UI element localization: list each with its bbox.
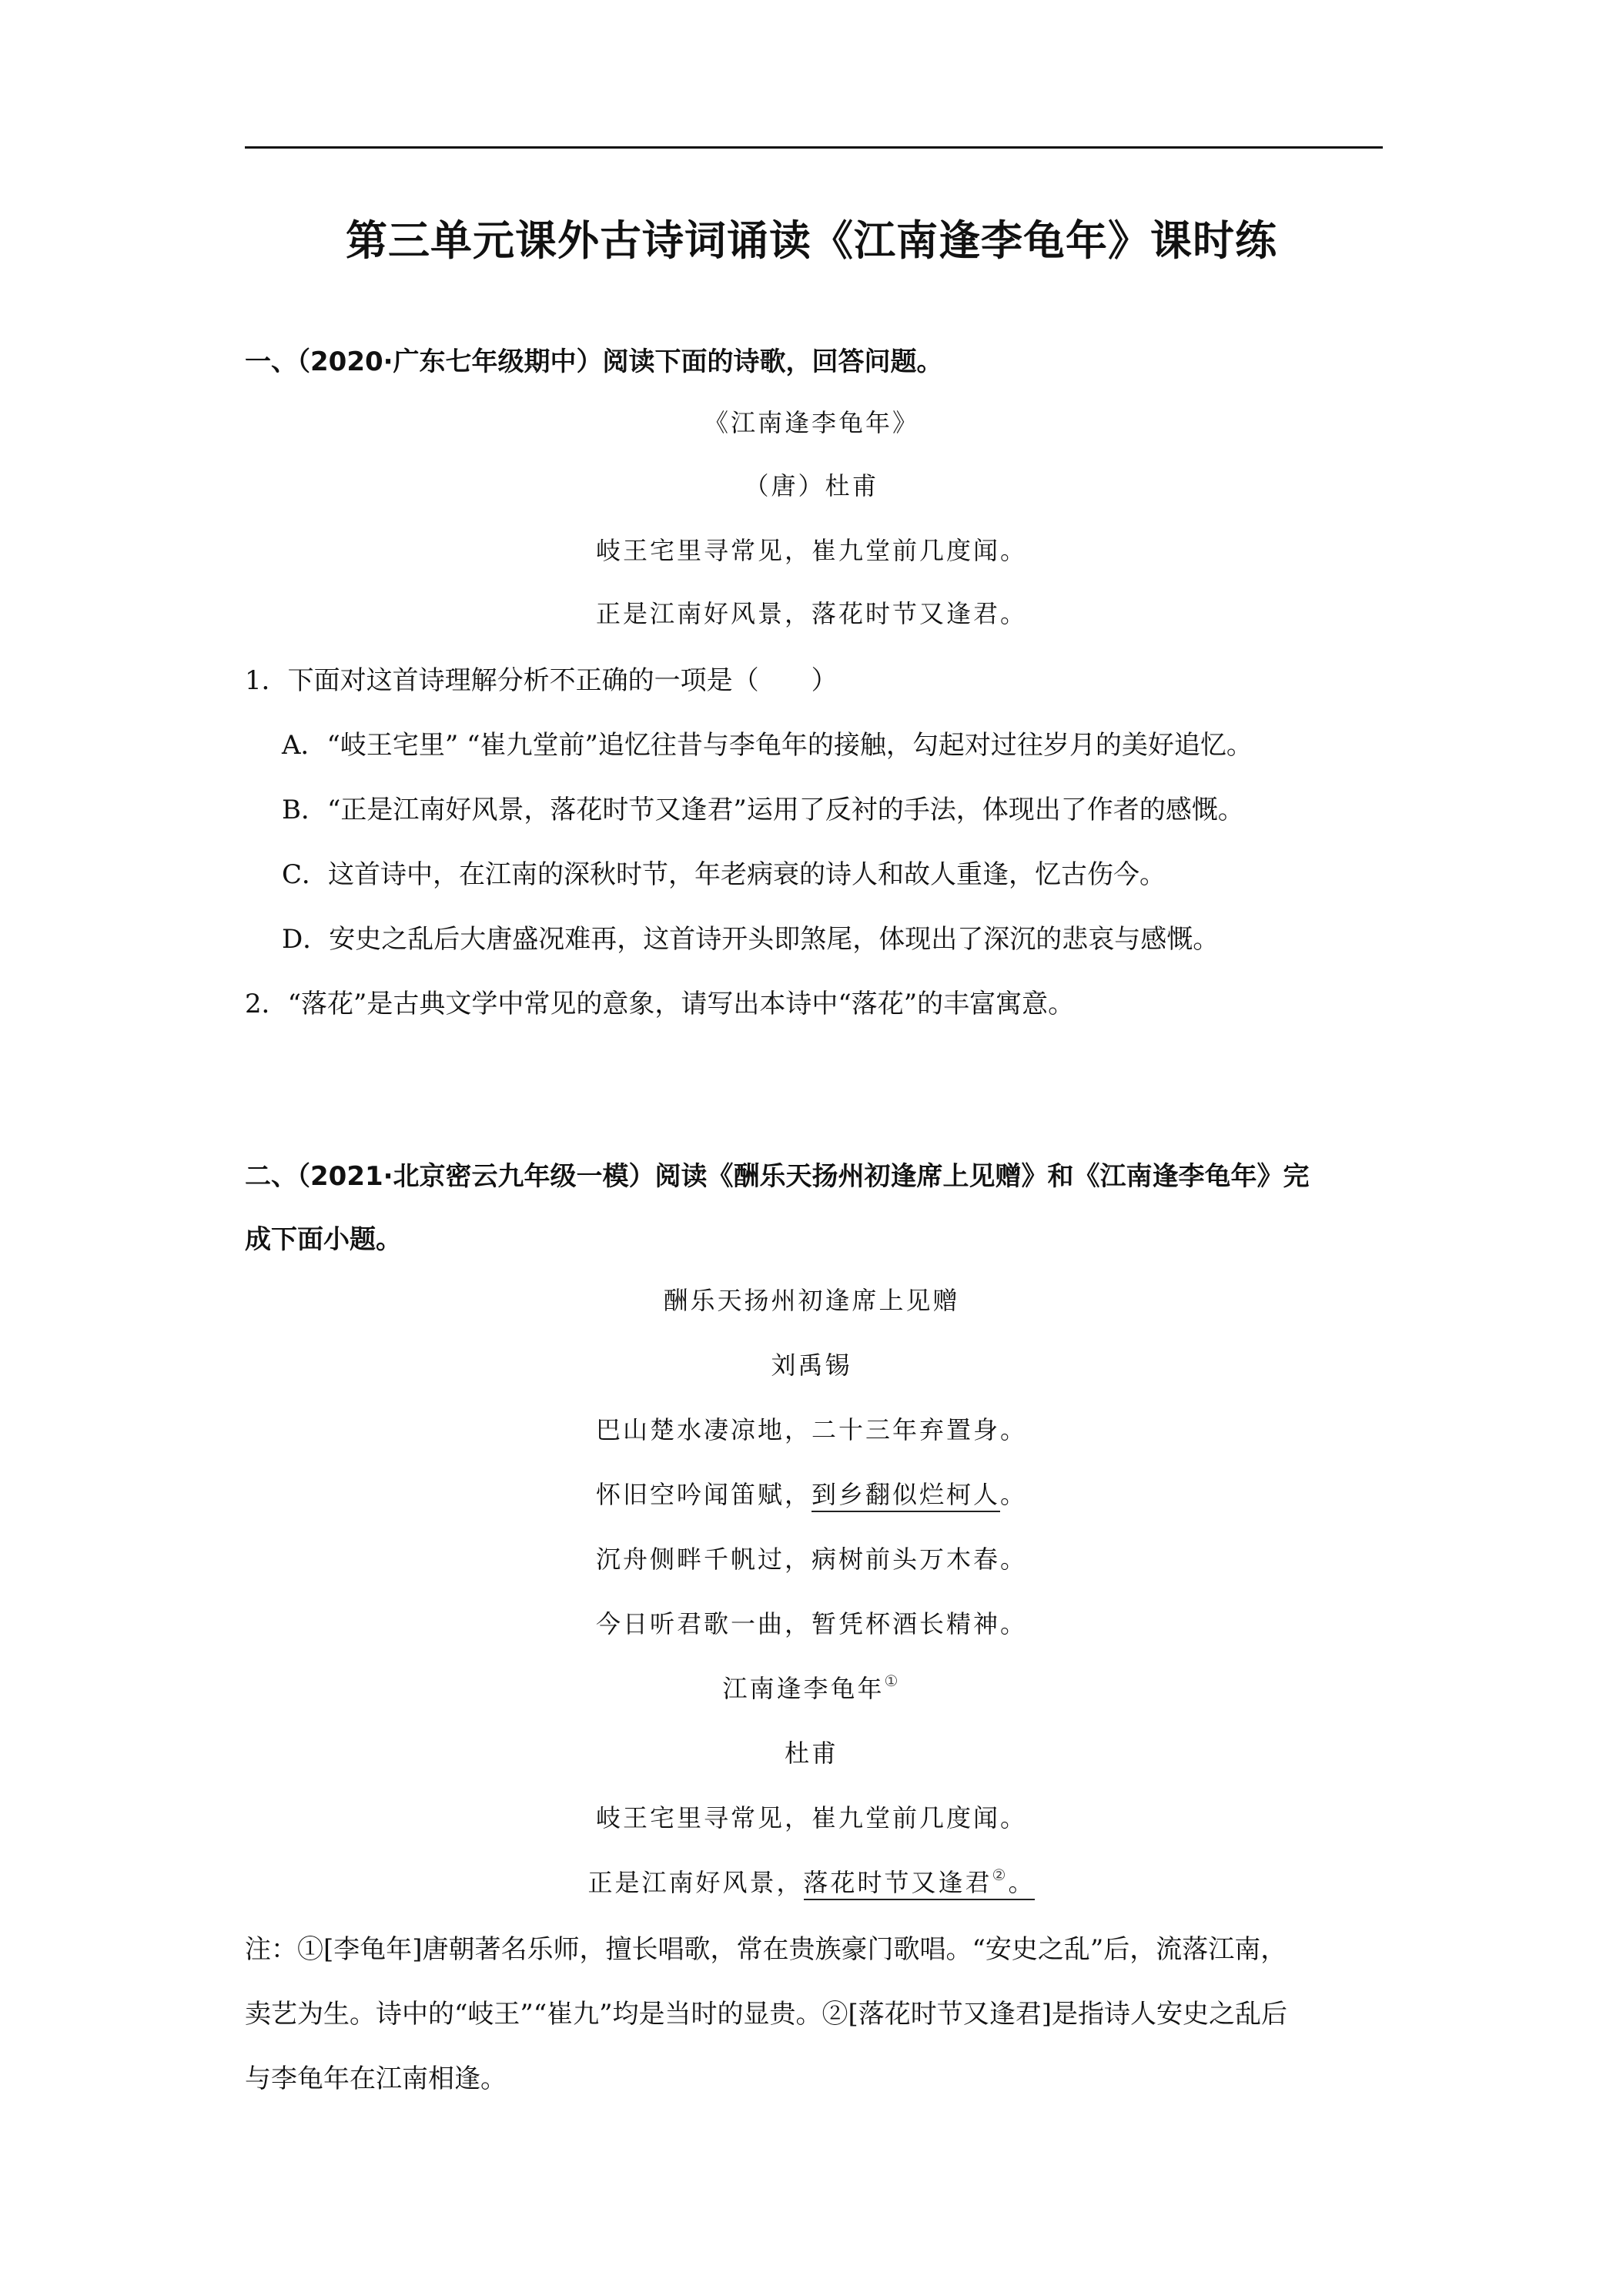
section1-heading: 一、（2020·广东七年级期中）阅读下面的诗歌，回答问题。 (245, 346, 943, 377)
section1-poem-line: 正是江南好风景，落花时节又逢君。 (595, 599, 1027, 628)
footnote-line: 与李龟年在江南相逢。 (245, 2063, 507, 2094)
header-rule (245, 146, 1383, 149)
section1-poem-author: （唐）杜甫 (744, 471, 879, 500)
question-1-option-a: A．“岐王宅里” “崔九堂前”追忆往昔与李龟年的接触，勾起对过往岁月的美好追忆。 (282, 730, 1253, 761)
question-1-option-d: D．安史之乱后大唐盛况难再，这首诗开头即煞尾，体现出了深沉的悲哀与感慨。 (282, 924, 1220, 955)
poem2-line-underlined: 正是江南好风景，落花时节又逢君②。 (0, 1863, 1623, 1899)
section2-heading-line2: 成下面小题。 (245, 1224, 402, 1255)
poem2-title: 江南逢李龟年① (722, 1672, 901, 1703)
question-1-option-b: B．“正是江南好风景，落花时节又逢君”运用了反衬的手法，体现出了作者的感慨。 (282, 795, 1244, 825)
footnote-line: 卖艺为生。诗中的“岐王”“崔九”均是当时的显贵。②[落花时节又逢君]是指诗人安史之乱后 (245, 1999, 1288, 2030)
underlined-phrase: 落花时节又逢君②。 (804, 1868, 1036, 1900)
question-1-option-c: C．这首诗中，在江南的深秋时节，年老病衰的诗人和故人重逢，忆古伤今。 (282, 859, 1166, 890)
footnote-marker: ② (992, 1866, 1009, 1884)
section1-poem-title: 《江南逢李龟年》 (703, 408, 919, 437)
question-1-stem: 1．下面对这首诗理解分析不正确的一项是（ ） (245, 665, 838, 696)
poem1-line: 沉舟侧畔千帆过，病树前头万木春。 (595, 1545, 1027, 1574)
section2-heading-line1: 二、（2021·北京密云九年级一模）阅读《酬乐天扬州初逢席上见赠》和《江南逢李龟年》完 (245, 1161, 1310, 1192)
poem1-line: 巴山楚水凄凉地，二十三年弃置身。 (595, 1415, 1027, 1444)
underlined-phrase: 到乡翻似烂柯人 (812, 1480, 1000, 1512)
poem1-line-underlined: 怀旧空吟闻笛赋，到乡翻似烂柯人。 (0, 1475, 1623, 1511)
poem1-author: 刘禹锡 (771, 1350, 852, 1380)
footnote-line: 注：①[李龟年]唐朝著名乐师，擅长唱歌，常在贵族豪门歌唱。“安史之乱”后，流落江南， (245, 1934, 1287, 1965)
poem1-title: 酬乐天扬州初逢席上见赠 (663, 1286, 960, 1315)
question-2-stem: 2．“落花”是古典文学中常见的意象，请写出本诗中“落花”的丰富寓意。 (245, 989, 1075, 1019)
poem2-author: 杜甫 (784, 1739, 838, 1768)
poem2-line: 岐王宅里寻常见，崔九堂前几度闻。 (595, 1803, 1027, 1832)
footnote-marker: ① (884, 1672, 901, 1690)
poem1-line: 今日听君歌一曲，暂凭杯酒长精神。 (595, 1609, 1027, 1638)
page-title: 第三单元课外古诗词诵读《江南逢李龟年》课时练 (346, 216, 1277, 265)
section1-poem-line: 岐王宅里寻常见，崔九堂前几度闻。 (595, 536, 1027, 565)
